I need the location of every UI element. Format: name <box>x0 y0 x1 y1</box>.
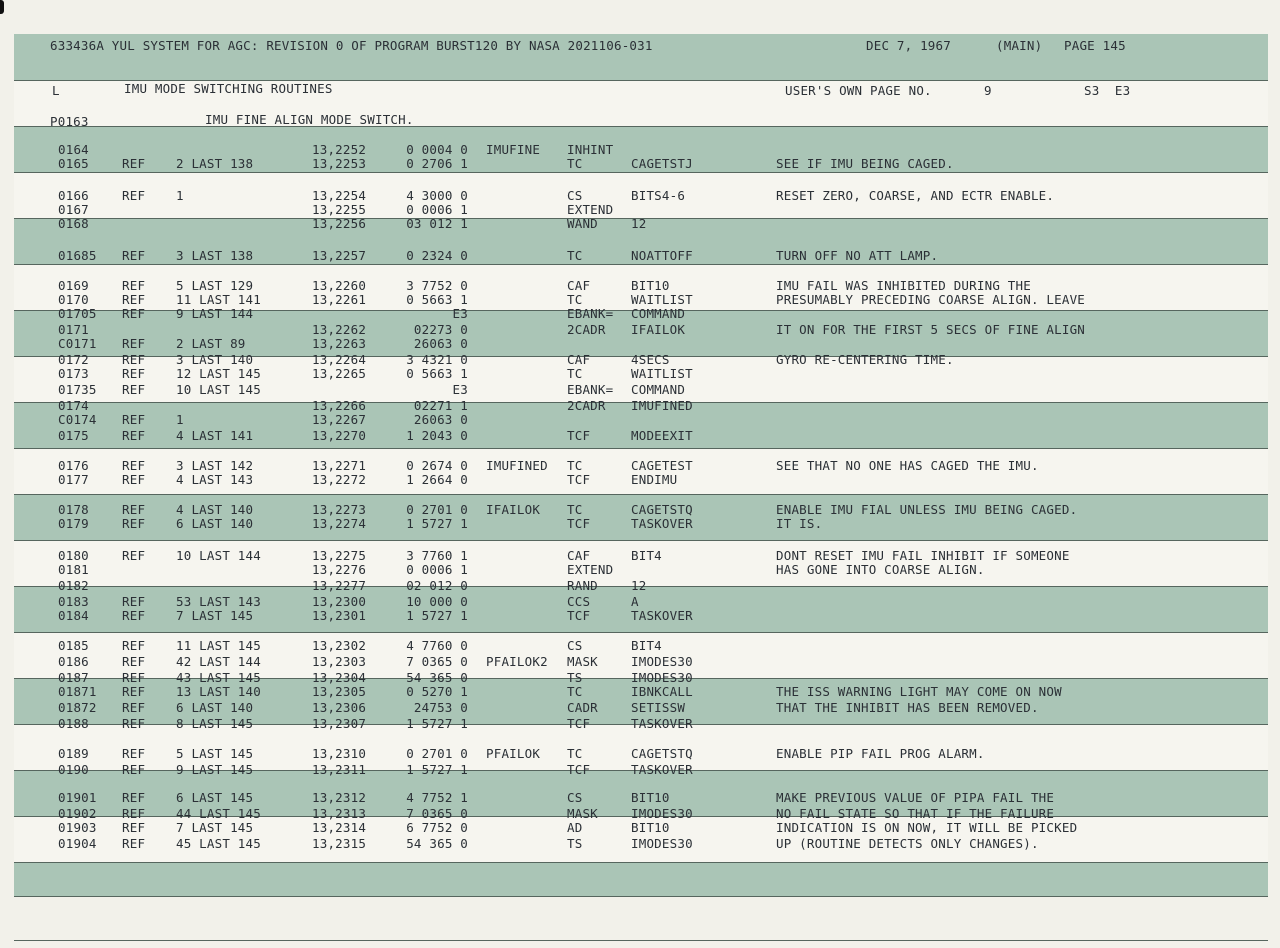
opcode: INHINT <box>567 142 614 157</box>
seq-number: 0164 <box>58 142 89 157</box>
machine-word: 54 365 0 <box>406 836 468 851</box>
comment: INDICATION IS ON NOW, IT WILL BE PICKED <box>776 820 1078 835</box>
comment: SEE THAT NO ONE HAS CAGED THE IMU. <box>776 458 1039 473</box>
address: 13,2261 <box>312 292 367 307</box>
ref-info: 4 LAST 143 <box>176 472 254 487</box>
section-title: IMU FINE ALIGN MODE SWITCH. <box>205 112 414 127</box>
opcode: CAF <box>567 548 591 563</box>
greenbar-rule <box>14 126 1268 127</box>
address: 13,2310 <box>312 746 367 761</box>
seq-number: C0171 <box>58 336 97 351</box>
operand: IMUFINED <box>631 398 693 413</box>
machine-word: 4 7760 0 <box>406 638 468 653</box>
opcode: TCF <box>567 516 591 531</box>
operand: ENDIMU <box>631 472 678 487</box>
address: 13,2255 <box>312 202 367 217</box>
operand: BIT4 <box>631 638 662 653</box>
seq-number: 01904 <box>58 836 97 851</box>
seq-number: 0168 <box>58 216 89 231</box>
machine-word: 1 5727 1 <box>406 762 468 777</box>
address: 13,2305 <box>312 684 367 699</box>
address: 13,2263 <box>312 336 367 351</box>
opcode: EXTEND <box>567 202 614 217</box>
address: 13,2311 <box>312 762 367 777</box>
seq-number: 0176 <box>58 458 89 473</box>
tractor-hole <box>0 0 4 14</box>
machine-word: E3 <box>452 382 468 397</box>
opcode: WAND <box>567 216 598 231</box>
ref-tag: REF <box>122 352 146 367</box>
ref-tag: REF <box>122 382 146 397</box>
opcode: RAND <box>567 578 598 593</box>
seq-number: 0171 <box>58 322 89 337</box>
operand: 12 <box>631 216 647 231</box>
machine-word: 02 012 0 <box>406 578 468 593</box>
operand: TASKOVER <box>631 716 693 731</box>
ref-info: 5 LAST 145 <box>176 746 254 761</box>
opcode: TC <box>567 746 583 761</box>
operand: TASKOVER <box>631 608 693 623</box>
ref-info: 9 LAST 145 <box>176 762 254 777</box>
machine-word: 7 0365 0 <box>406 654 468 669</box>
seq-number: 0187 <box>58 670 89 685</box>
ref-info: 43 LAST 145 <box>176 670 261 685</box>
machine-word: 0 0006 1 <box>406 562 468 577</box>
machine-word: 0 2701 0 <box>406 502 468 517</box>
machine-word: 10 000 0 <box>406 594 468 609</box>
operand: WAITLIST <box>631 292 693 307</box>
operand: 4SECS <box>631 352 670 367</box>
ref-info: 4 LAST 141 <box>176 428 254 443</box>
opcode: TC <box>567 458 583 473</box>
address: 13,2260 <box>312 278 367 293</box>
operand: TASKOVER <box>631 762 693 777</box>
seq-number: 0175 <box>58 428 89 443</box>
comment: MAKE PREVIOUS VALUE OF PIPA FAIL THE <box>776 790 1055 805</box>
seq-number: 01902 <box>58 806 97 821</box>
seq-number: 0186 <box>58 654 89 669</box>
operand: BIT10 <box>631 820 670 835</box>
machine-word: 0 0006 1 <box>406 202 468 217</box>
address: 13,2313 <box>312 806 367 821</box>
ref-tag: REF <box>122 654 146 669</box>
operand: BIT10 <box>631 790 670 805</box>
operand: WAITLIST <box>631 366 693 381</box>
ref-tag: REF <box>122 516 146 531</box>
operand: SETISSW <box>631 700 686 715</box>
opcode: TC <box>567 366 583 381</box>
machine-word: E3 <box>452 306 468 321</box>
opcode: TS <box>567 836 583 851</box>
opcode: CS <box>567 790 583 805</box>
comment: THAT THE INHIBIT HAS BEEN REMOVED. <box>776 700 1039 715</box>
comment: IT IS. <box>776 516 823 531</box>
operand: CAGETSTJ <box>631 156 693 171</box>
operand: IBNKCALL <box>631 684 693 699</box>
comment: UP (ROUTINE DETECTS ONLY CHANGES). <box>776 836 1039 851</box>
opcode: TCF <box>567 762 591 777</box>
operand: BITS4-6 <box>631 188 686 203</box>
address: 13,2312 <box>312 790 367 805</box>
header-date: DEC 7, 1967 <box>866 38 951 53</box>
machine-word: 0 0004 0 <box>406 142 468 157</box>
comment: DONT RESET IMU FAIL INHIBIT IF SOMEONE <box>776 548 1070 563</box>
address: 13,2270 <box>312 428 367 443</box>
seq-number: 0173 <box>58 366 89 381</box>
address: 13,2267 <box>312 412 367 427</box>
ref-info: 6 LAST 145 <box>176 790 254 805</box>
operand: A <box>631 594 639 609</box>
operand: BIT10 <box>631 278 670 293</box>
ref-tag: REF <box>122 684 146 699</box>
ref-tag: REF <box>122 746 146 761</box>
section-id: P0163 <box>50 114 89 129</box>
ref-tag: REF <box>122 306 146 321</box>
machine-word: 3 4321 0 <box>406 352 468 367</box>
ref-tag: REF <box>122 548 146 563</box>
address: 13,2277 <box>312 578 367 593</box>
operand: BIT4 <box>631 548 662 563</box>
opcode: MASK <box>567 806 598 821</box>
ref-info: 3 LAST 140 <box>176 352 254 367</box>
seq-number: 0181 <box>58 562 89 577</box>
address: 13,2273 <box>312 502 367 517</box>
ref-info: 13 LAST 140 <box>176 684 261 699</box>
seq-number: 0172 <box>58 352 89 367</box>
ref-tag: REF <box>122 472 146 487</box>
ref-info: 9 LAST 144 <box>176 306 254 321</box>
operand: IMODES30 <box>631 654 693 669</box>
seq-number: 0166 <box>58 188 89 203</box>
ref-tag: REF <box>122 762 146 777</box>
subheader-title: IMU MODE SWITCHING ROUTINES <box>124 81 333 96</box>
comment: HAS GONE INTO COARSE ALIGN. <box>776 562 985 577</box>
ref-info: 7 LAST 145 <box>176 608 254 623</box>
greenbar-rule <box>14 264 1268 265</box>
header-page: PAGE 145 <box>1064 38 1126 53</box>
machine-word: 3 7752 0 <box>406 278 468 293</box>
opcode: EXTEND <box>567 562 614 577</box>
machine-word: 1 5727 1 <box>406 716 468 731</box>
machine-word: 24753 0 <box>413 700 468 715</box>
machine-word: 02273 0 <box>413 322 468 337</box>
opcode: 2CADR <box>567 398 606 413</box>
header-section: (MAIN) <box>996 38 1043 53</box>
opcode: EBANK= <box>567 306 614 321</box>
opcode: TC <box>567 248 583 263</box>
ref-tag: REF <box>122 412 146 427</box>
machine-word: 0 2674 0 <box>406 458 468 473</box>
seq-number: 0188 <box>58 716 89 731</box>
machine-word: 0 2324 0 <box>406 248 468 263</box>
opcode: TC <box>567 502 583 517</box>
ref-tag: REF <box>122 790 146 805</box>
address: 13,2276 <box>312 562 367 577</box>
seq-number: 0189 <box>58 746 89 761</box>
header-title: 633436A YUL SYSTEM FOR AGC: REVISION 0 OF PROGRAM BURST120 BY NASA 2021106-031 <box>50 38 653 53</box>
ref-tag: REF <box>122 502 146 517</box>
opcode: TC <box>567 684 583 699</box>
operand: IMODES30 <box>631 806 693 821</box>
comment: GYRO RE-CENTERING TIME. <box>776 352 954 367</box>
seq-number: 01903 <box>58 820 97 835</box>
seq-number: 0165 <box>58 156 89 171</box>
operand: COMMAND <box>631 306 686 321</box>
symbol-label: PFAILOK <box>486 746 541 761</box>
opcode: AD <box>567 820 583 835</box>
greenbar-rule <box>14 448 1268 449</box>
machine-word: 02271 1 <box>413 398 468 413</box>
operand: COMMAND <box>631 382 686 397</box>
opcode: CS <box>567 638 583 653</box>
greenbar-rule <box>14 940 1268 941</box>
opcode: TC <box>567 292 583 307</box>
opcode: EBANK= <box>567 382 614 397</box>
machine-word: 4 3000 0 <box>406 188 468 203</box>
comment: PRESUMABLY PRECEDING COARSE ALIGN. LEAVE <box>776 292 1086 307</box>
seq-number: 01901 <box>58 790 97 805</box>
operand: IMODES30 <box>631 670 693 685</box>
comment: IMU FAIL WAS INHIBITED DURING THE <box>776 278 1031 293</box>
ref-info: 42 LAST 144 <box>176 654 261 669</box>
opcode: TCF <box>567 716 591 731</box>
address: 13,2266 <box>312 398 367 413</box>
ref-info: 5 LAST 129 <box>176 278 254 293</box>
address: 13,2253 <box>312 156 367 171</box>
seq-number: 01735 <box>58 382 97 397</box>
symbol-label: IFAILOK <box>486 502 541 517</box>
comment: ENABLE IMU FIAL UNLESS IMU BEING CAGED. <box>776 502 1078 517</box>
seq-number: 0179 <box>58 516 89 531</box>
ref-tag: REF <box>122 716 146 731</box>
ref-tag: REF <box>122 366 146 381</box>
ref-tag: REF <box>122 336 146 351</box>
ref-info: 45 LAST 145 <box>176 836 261 851</box>
address: 13,2307 <box>312 716 367 731</box>
ref-tag: REF <box>122 836 146 851</box>
ref-tag: REF <box>122 820 146 835</box>
machine-word: 0 2701 0 <box>406 746 468 761</box>
comment: ENABLE PIP FAIL PROG ALARM. <box>776 746 985 761</box>
ref-info: 10 LAST 145 <box>176 382 261 397</box>
machine-word: 03 012 1 <box>406 216 468 231</box>
address: 13,2302 <box>312 638 367 653</box>
seq-number: 0184 <box>58 608 89 623</box>
operand: CAGETSTQ <box>631 746 693 761</box>
ref-info: 1 <box>176 188 184 203</box>
machine-word: 26063 0 <box>413 336 468 351</box>
ref-tag: REF <box>122 700 146 715</box>
ref-info: 44 LAST 145 <box>176 806 261 821</box>
opcode: CADR <box>567 700 598 715</box>
address: 13,2272 <box>312 472 367 487</box>
ref-tag: REF <box>122 292 146 307</box>
ref-info: 7 LAST 145 <box>176 820 254 835</box>
opcode: MASK <box>567 654 598 669</box>
machine-word: 1 2043 0 <box>406 428 468 443</box>
ref-info: 10 LAST 144 <box>176 548 261 563</box>
address: 13,2315 <box>312 836 367 851</box>
ref-info: 2 LAST 138 <box>176 156 254 171</box>
seq-number: 0174 <box>58 398 89 413</box>
opcode: TCF <box>567 608 591 623</box>
comment: THE ISS WARNING LIGHT MAY COME ON NOW <box>776 684 1062 699</box>
ref-tag: REF <box>122 428 146 443</box>
machine-word: 6 7752 0 <box>406 820 468 835</box>
opcode: TS <box>567 670 583 685</box>
seq-number: 0183 <box>58 594 89 609</box>
ref-tag: REF <box>122 156 146 171</box>
ref-info: 53 LAST 143 <box>176 594 261 609</box>
seq-number: 0170 <box>58 292 89 307</box>
comment: RESET ZERO, COARSE, AND ECTR ENABLE. <box>776 188 1055 203</box>
greenbar-rule <box>14 172 1268 173</box>
machine-word: 7 0365 0 <box>406 806 468 821</box>
seq-number: 01705 <box>58 306 97 321</box>
address: 13,2256 <box>312 216 367 231</box>
opcode: CCS <box>567 594 591 609</box>
comment: IT ON FOR THE FIRST 5 SECS OF FINE ALIGN <box>776 322 1086 337</box>
ref-info: 6 LAST 140 <box>176 700 254 715</box>
seq-number: 0167 <box>58 202 89 217</box>
symbol-label: PFAILOK2 <box>486 654 548 669</box>
comment: SEE IF IMU BEING CAGED. <box>776 156 954 171</box>
seq-number: 0178 <box>58 502 89 517</box>
address: 13,2306 <box>312 700 367 715</box>
address: 13,2275 <box>312 548 367 563</box>
seq-number: 0182 <box>58 578 89 593</box>
opcode: CAF <box>567 278 591 293</box>
greenbar-rule <box>14 632 1268 633</box>
ref-tag: REF <box>122 248 146 263</box>
ref-info: 12 LAST 145 <box>176 366 261 381</box>
greenbar-rule <box>14 896 1268 897</box>
ref-info: 4 LAST 140 <box>176 502 254 517</box>
ref-info: 2 LAST 89 <box>176 336 246 351</box>
ref-tag: REF <box>122 638 146 653</box>
subheader-marker: L <box>52 83 60 98</box>
machine-word: 1 2664 0 <box>406 472 468 487</box>
seq-number: 0169 <box>58 278 89 293</box>
ref-tag: REF <box>122 278 146 293</box>
opcode: 2CADR <box>567 322 606 337</box>
users-page-label: USER'S OWN PAGE NO. <box>785 83 932 98</box>
ref-info: 3 LAST 138 <box>176 248 254 263</box>
seq-number: 0190 <box>58 762 89 777</box>
symbol-label: IMUFINE <box>486 142 541 157</box>
ref-info: 8 LAST 145 <box>176 716 254 731</box>
operand: NOATTOFF <box>631 248 693 263</box>
machine-word: 3 7760 1 <box>406 548 468 563</box>
machine-word: 0 5663 1 <box>406 366 468 381</box>
users-page-number: 9 <box>984 83 992 98</box>
greenbar-band <box>14 862 1268 896</box>
ref-tag: REF <box>122 458 146 473</box>
seq-number: 01872 <box>58 700 97 715</box>
ref-info: 11 LAST 141 <box>176 292 261 307</box>
machine-word: 0 5270 1 <box>406 684 468 699</box>
machine-word: 1 5727 1 <box>406 608 468 623</box>
address: 13,2254 <box>312 188 367 203</box>
address: 13,2264 <box>312 352 367 367</box>
address: 13,2257 <box>312 248 367 263</box>
operand: IFAILOK <box>631 322 686 337</box>
ref-tag: REF <box>122 608 146 623</box>
seq-number: 01685 <box>58 248 97 263</box>
subheader-code: S3 E3 <box>1084 83 1131 98</box>
ref-tag: REF <box>122 670 146 685</box>
ref-info: 6 LAST 140 <box>176 516 254 531</box>
address: 13,2252 <box>312 142 367 157</box>
address: 13,2265 <box>312 366 367 381</box>
machine-word: 0 2706 1 <box>406 156 468 171</box>
operand: IMODES30 <box>631 836 693 851</box>
address: 13,2314 <box>312 820 367 835</box>
machine-word: 4 7752 1 <box>406 790 468 805</box>
machine-word: 1 5727 1 <box>406 516 468 531</box>
ref-info: 1 <box>176 412 184 427</box>
seq-number: 0177 <box>58 472 89 487</box>
operand: MODEEXIT <box>631 428 693 443</box>
ref-tag: REF <box>122 188 146 203</box>
comment: NO FAIL STATE SO THAT IF THE FAILURE <box>776 806 1055 821</box>
opcode: TCF <box>567 428 591 443</box>
address: 13,2304 <box>312 670 367 685</box>
opcode: TC <box>567 156 583 171</box>
address: 13,2300 <box>312 594 367 609</box>
address: 13,2303 <box>312 654 367 669</box>
ref-info: 3 LAST 142 <box>176 458 254 473</box>
opcode: CS <box>567 188 583 203</box>
greenbar-rule <box>14 862 1268 863</box>
address: 13,2301 <box>312 608 367 623</box>
operand: 12 <box>631 578 647 593</box>
address: 13,2262 <box>312 322 367 337</box>
operand: TASKOVER <box>631 516 693 531</box>
ref-tag: REF <box>122 806 146 821</box>
seq-number: 0185 <box>58 638 89 653</box>
comment: TURN OFF NO ATT LAMP. <box>776 248 939 263</box>
greenbar-rule <box>14 494 1268 495</box>
ref-tag: REF <box>122 594 146 609</box>
address: 13,2274 <box>312 516 367 531</box>
seq-number: 01871 <box>58 684 97 699</box>
opcode: CAF <box>567 352 591 367</box>
seq-number: C0174 <box>58 412 97 427</box>
ref-info: 11 LAST 145 <box>176 638 261 653</box>
symbol-label: IMUFINED <box>486 458 548 473</box>
greenbar-rule <box>14 540 1268 541</box>
operand: CAGETEST <box>631 458 693 473</box>
machine-word: 26063 0 <box>413 412 468 427</box>
machine-word: 0 5663 1 <box>406 292 468 307</box>
seq-number: 0180 <box>58 548 89 563</box>
machine-word: 54 365 0 <box>406 670 468 685</box>
operand: CAGETSTQ <box>631 502 693 517</box>
address: 13,2271 <box>312 458 367 473</box>
opcode: TCF <box>567 472 591 487</box>
